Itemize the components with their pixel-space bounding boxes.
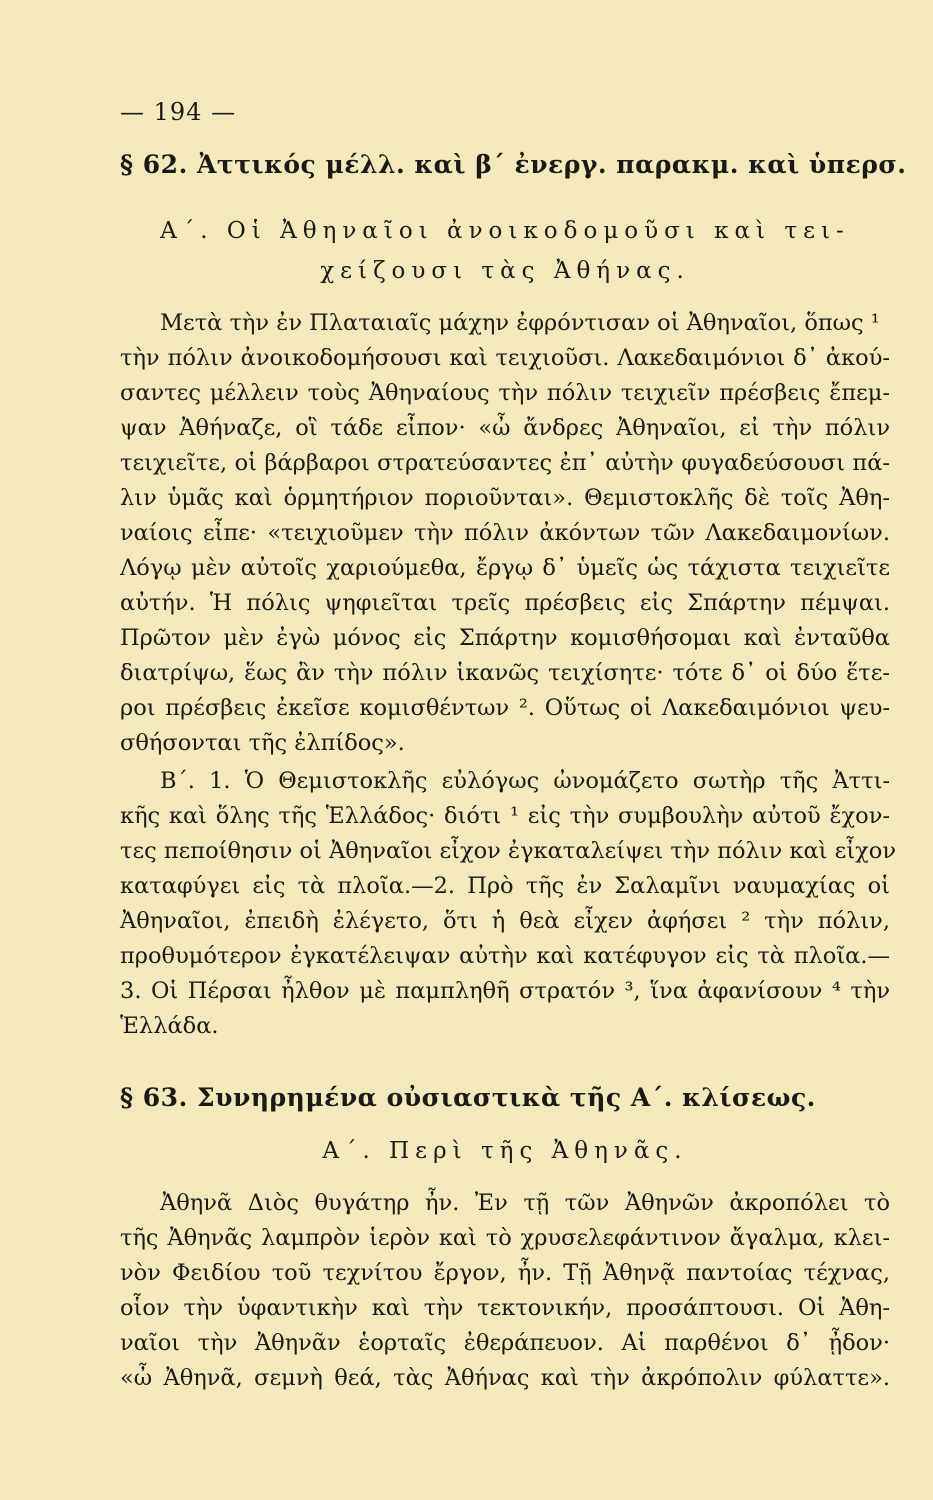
text-line: ψαν Ἀθήναζε, οἳ τάδε εἶπον· «ὦ ἄνδρες Ἀθηναῖοι, εἰ τὴν πόλιν [120, 415, 890, 441]
text-line: Β΄. 1. Ὁ Θεμιστοκλῆς εὐλόγως ὠνομάζετο σωτὴρ τῆς Ἀττι- [160, 768, 890, 794]
text-line: 3. Οἱ Πέρσαι ἦλθον μὲ παμπληθῆ στρατόν ³, ἵνα ἀφανίσουν ⁴ τὴν [120, 978, 890, 1004]
text-line: νὸν Φειδίου τοῦ τεχνίτου ἔργον, ἦν. Τῇ Ἀθηνᾷ παντοίας τέχνας, [120, 1260, 890, 1286]
text-line: προθυμότερον ἐγκατέλειψαν αὐτὴν καὶ κατέφυγον εἰς τὰ πλοῖα.— [120, 943, 890, 969]
text-line: καταφύγει εἰς τὰ πλοῖα.—2. Πρὸ τῆς ἐν Σαλαμῖνι ναυμαχίας οἱ [120, 873, 890, 899]
text-line: σαντες μέλλειν τοὺς Ἀθηναίους τὴν πόλιν τειχιεῖν πρέσβεις ἔπεμ- [120, 380, 890, 406]
text-line: διατρίψω, ἕως ἂν τὴν πόλιν ἱκανῶς τειχίσητε· τότε δ᾽ οἱ δύο ἕτε- [120, 660, 890, 686]
section-63-subheading: Α΄. Περὶ τῆς Ἀθηνᾶς. [322, 1138, 688, 1164]
section-62-subheading-line-2: χείζουσι τὰς Ἀθήνας. [320, 258, 690, 284]
text-line: αὐτήν. Ἡ πόλις ψηφιεῖται τρεῖς πρέσβεις εἰς Σπάρτην πέμψαι. [120, 590, 890, 616]
text-line: τειχιεῖτε, οἱ βάρβαροι στρατεύσαντες ἐπ᾽ αὐτὴν φυγαδεύσουσι πά- [120, 450, 890, 476]
text-line: ναῖοι τὴν Ἀθηνᾶν ἑορταῖς ἐθεράπευον. Αἱ παρθένοι δ᾽ ᾖδον· [120, 1330, 890, 1356]
text-line: Ἀθηνᾶ Διὸς θυγάτηρ ἦν. Ἐν τῇ τῶν Ἀθηνῶν ἀκροπόλει τὸ [160, 1190, 890, 1216]
text-line: Μετὰ τὴν ἐν Πλαταιαῖς μάχην ἐφρόντισαν οἱ Ἀθηναῖοι, ὅπως ¹ [160, 310, 880, 336]
section-62-heading: § 62. Ἀττικός μέλλ. καὶ β΄ ἐνεργ. παρακμ. καὶ ὑπερσ. [120, 150, 907, 179]
text-line: ροι πρέσβεις ἐκεῖσε κομισθέντων ². Οὕτως οἱ Λακεδαιμόνιοι ψευ- [120, 695, 890, 721]
text-line: Ἀθηναῖοι, ἐπειδὴ ἐλέγετο, ὅτι ἡ θεὰ εἶχεν ἀφήσει ² τὴν πόλιν, [120, 908, 890, 934]
section-63-heading: § 63. Συνηρημένα οὐσιαστικὰ τῆς Α΄. κλίσεως. [120, 1083, 816, 1112]
text-line: Λόγῳ μὲν αὐτοῖς χαριούμεθα, ἔργῳ δ᾽ ὑμεῖς ὡς τάχιστα τειχιεῖτε [120, 555, 890, 581]
text-line: Πρῶτον μὲν ἐγὼ μόνος εἰς Σπάρτην κομισθήσομαι καὶ ἐνταῦθα [120, 625, 890, 651]
text-line: σθήσονται τῆς ἐλπίδος». [120, 730, 405, 756]
text-line: κῆς καὶ ὅλης τῆς Ἑλλάδος· διότι ¹ εἰς τὴν συμβουλὴν αὐτοῦ ἔχον- [120, 803, 890, 829]
text-line: τὴν πόλιν ἀνοικοδομήσουσι καὶ τειχιοῦσι. Λακεδαιμόνιοι δ᾽ ἀκού- [120, 345, 890, 371]
text-line: λιν ὑμᾶς καὶ ὁρμητήριον ποριοῦνται». Θεμιστοκλῆς δὲ τοῖς Ἀθη- [120, 485, 890, 511]
text-line: τες πεποίθησιν οἱ Ἀθηναῖοι εἶχον ἐγκαταλείψει τὴν πόλιν καὶ εἶχον [120, 838, 896, 864]
text-line: οἷον τὴν ὑφαντικὴν καὶ τὴν τεκτονικήν, προσάπτουσι. Οἱ Ἀθη- [120, 1295, 890, 1321]
text-line: Ἑλλάδα. [120, 1013, 219, 1039]
text-line: τῆς Ἀθηνᾶς λαμπρὸν ἱερὸν καὶ τὸ χρυσελεφάντινον ἄγαλμα, κλει- [120, 1225, 890, 1251]
text-line: ναίοις εἶπε· «τειχιοῦμεν τὴν πόλιν ἀκόντων τῶν Λακεδαιμονίων. [120, 520, 890, 546]
page-number: — 194 — [120, 98, 237, 126]
section-62-subheading-line-1: Α΄. Οἱ Ἀθηναῖοι ἀνοικοδομοῦσι καὶ τει- [160, 218, 850, 244]
text-line: «ὦ Ἀθηνᾶ, σεμνὴ θεά, τὰς Ἀθήνας καὶ τὴν ἀκρόπολιν φύλαττε». [120, 1365, 890, 1391]
